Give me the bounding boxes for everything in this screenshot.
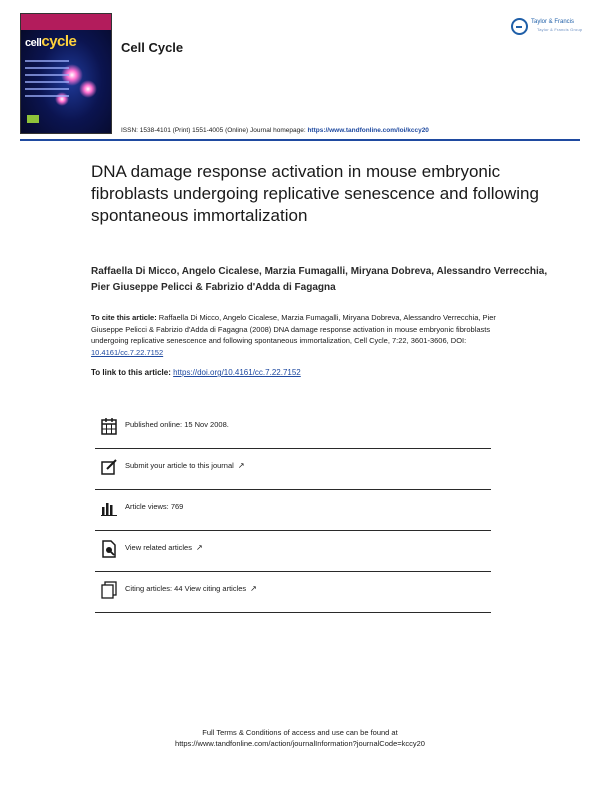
edit-icon	[101, 458, 117, 476]
journal-cover-image	[20, 13, 112, 134]
article-views-row: Article views: 769	[95, 490, 491, 531]
external-link-icon: ↗	[195, 543, 203, 552]
published-online-row: Published online: 15 Nov 2008.	[95, 408, 491, 449]
header-divider	[20, 139, 580, 141]
external-link-icon: ↗	[250, 584, 257, 593]
cover-cell-glow	[79, 80, 97, 98]
publisher-logo-icon	[511, 18, 528, 35]
cover-top-band	[21, 14, 112, 30]
article-title: DNA damage response activation in mouse embryonic fibroblasts undergoing replicative senescence and following spontaneous immortalization	[91, 162, 539, 225]
article-link-line: To link to this article: https://doi.org/10.4161/cc.7.22.7152	[91, 368, 301, 377]
terms-link[interactable]: https://www.tandfonline.com/action/journalInformation?journalCode=kccy20	[175, 739, 425, 748]
bar-chart-icon	[101, 499, 117, 517]
cover-logo: cellcycle	[25, 33, 77, 50]
external-link-icon: ↗	[237, 461, 245, 470]
cover-seal	[27, 115, 39, 123]
citation-block: To cite this article: Raffaella Di Micco, Angelo Cicalese, Marzia Fumagalli, Miryana Dobreva, Alessandro Verrecchia, Pier Giuseppe Pelicci & Fabrizio d'Adda di Fagagna (2008) DNA damage response activation in mouse embryonic fibroblasts undergoing replicative senescence and following spontaneous immortalization, Cell Cycle, 7:22, 3601-3606, DOI: 10.4161/cc.7.22.7152	[91, 313, 496, 357]
publisher-logo: Taylor & Francis Taylor & Francis Group	[511, 16, 581, 38]
related-articles-row[interactable]: View related articles ↗	[95, 531, 491, 572]
submit-article-row[interactable]: Submit your article to this journal ↗	[95, 449, 491, 490]
journal-homepage-link[interactable]: https://www.tandfonline.com/loi/kccy20	[307, 127, 429, 134]
article-info-list	[95, 408, 491, 613]
issn-line: ISSN: 1538-4101 (Print) 1551-4005 (Online) Journal homepage: https://www.tandfonline.com/loi/kccy20	[121, 127, 429, 134]
calendar-icon	[101, 417, 117, 435]
article-doi-url[interactable]: https://doi.org/10.4161/cc.7.22.7152	[173, 368, 301, 377]
cover-text-lines	[25, 60, 69, 102]
article-authors: Raffaella Di Micco, Angelo Cicalese, Marzia Fumagalli, Miryana Dobreva, Alessandro Verrecchia, Pier Giuseppe Pelicci & Fabrizio d'Adda di Fagagna	[91, 266, 548, 293]
footer-terms: Full Terms & Conditions of access and use can be found at https://www.tandfonline.com/action/journalInformation?journalCode=kccy20	[0, 727, 600, 749]
search-document-icon	[101, 540, 117, 558]
journal-name: Cell Cycle	[121, 40, 184, 55]
doi-link[interactable]: 10.4161/cc.7.22.7152	[91, 347, 164, 357]
citing-articles-row[interactable]: Citing articles: 44 View citing articles ↗	[95, 572, 491, 613]
citing-articles-icon	[101, 581, 117, 599]
